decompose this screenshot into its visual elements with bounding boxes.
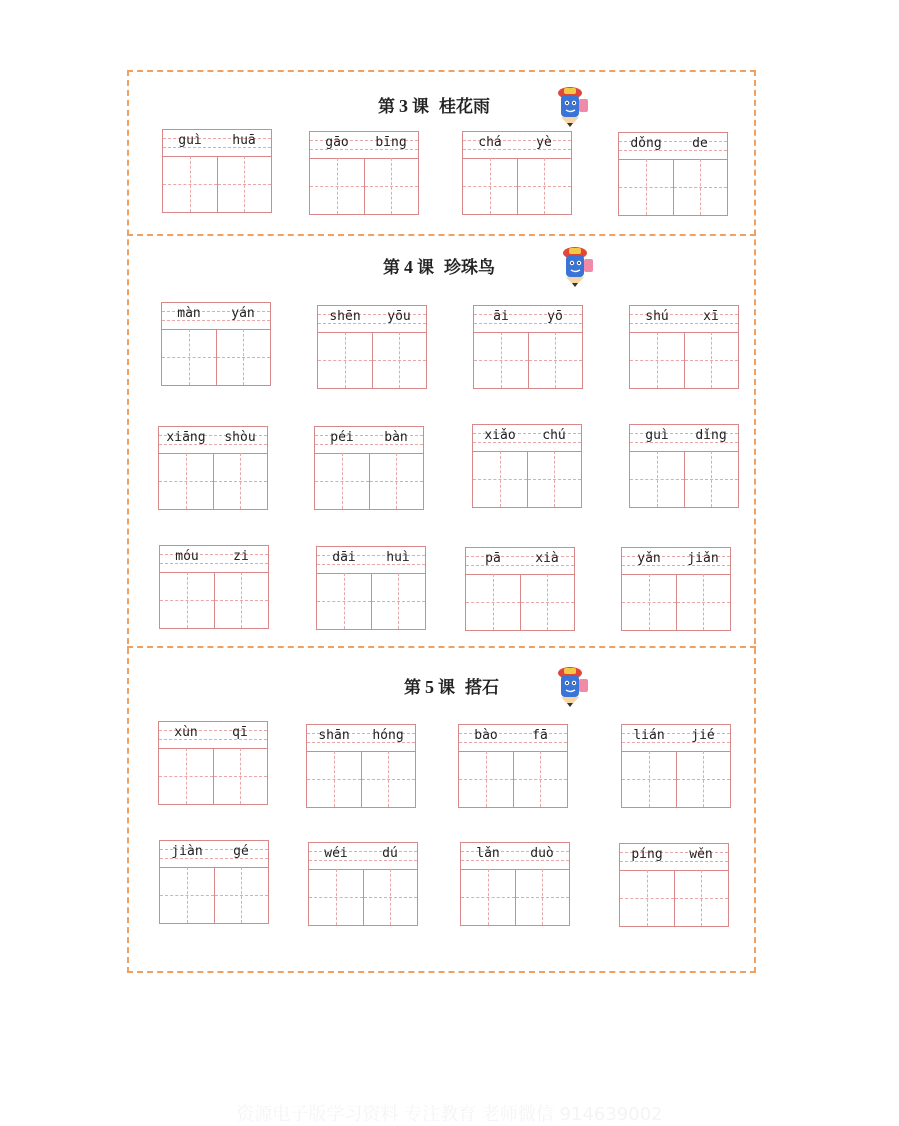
character-writing-area	[619, 159, 727, 215]
writing-cell[interactable]	[459, 751, 514, 807]
writing-cell[interactable]	[675, 870, 729, 926]
pinyin-syllable: xiāng	[166, 430, 206, 445]
pinyin-syllable: de	[692, 136, 708, 151]
character-writing-area	[159, 748, 267, 804]
writing-cell[interactable]	[685, 332, 739, 388]
pinyin-syllable: dǒng	[630, 136, 662, 151]
lesson-name: 桂花雨	[439, 97, 490, 117]
writing-cell[interactable]	[620, 870, 675, 926]
pinyin-syllable: dāi	[332, 550, 356, 565]
writing-grid-card	[159, 545, 269, 629]
pinyin-syllable: jiǎn	[687, 551, 719, 566]
writing-grid-card	[158, 426, 268, 510]
pinyin-syllable: qī	[232, 725, 248, 740]
pinyin-row	[159, 427, 267, 454]
writing-grid-card	[618, 132, 728, 216]
writing-cell[interactable]	[630, 332, 685, 388]
character-writing-area	[307, 751, 415, 807]
lesson-name: 珍珠鸟	[444, 258, 495, 278]
pinyin-syllable: jié	[691, 728, 715, 743]
writing-cell[interactable]	[521, 574, 575, 630]
writing-cell[interactable]	[160, 572, 215, 628]
pinyin-syllable: móu	[175, 549, 199, 564]
pinyin-syllable: xùn	[174, 725, 198, 740]
writing-cell[interactable]	[473, 451, 528, 507]
pinyin-syllable: shēn	[329, 309, 361, 324]
pinyin-syllable: yōu	[387, 309, 411, 324]
pencil-mascot-icon	[550, 664, 590, 708]
character-writing-area	[622, 751, 730, 807]
writing-grid-card	[308, 842, 418, 926]
writing-grid-card	[159, 840, 269, 924]
writing-cell[interactable]	[362, 751, 416, 807]
writing-grid-card	[309, 131, 419, 215]
pinyin-row	[163, 130, 271, 157]
lesson-prefix: 第	[378, 97, 395, 117]
writing-cell[interactable]	[214, 748, 268, 804]
lesson-number: 3	[399, 96, 408, 116]
writing-cell[interactable]	[529, 332, 583, 388]
writing-cell[interactable]	[159, 748, 214, 804]
pinyin-row	[630, 306, 738, 333]
pinyin-syllable: chú	[542, 428, 566, 443]
lesson-name: 搭石	[465, 678, 499, 698]
character-writing-area	[160, 572, 268, 628]
pinyin-row	[473, 425, 581, 452]
pinyin-row	[474, 306, 582, 333]
pinyin-row	[622, 548, 730, 575]
writing-cell[interactable]	[622, 574, 677, 630]
pinyin-syllable: wěn	[689, 847, 713, 862]
writing-grid-card	[306, 724, 416, 808]
pinyin-row	[317, 547, 425, 574]
writing-cell[interactable]	[674, 159, 728, 215]
writing-cell[interactable]	[364, 869, 418, 925]
section-divider	[127, 646, 756, 648]
writing-grid-card	[161, 302, 271, 386]
pinyin-syllable: duò	[530, 846, 554, 861]
pinyin-syllable: guì	[645, 428, 669, 443]
pinyin-syllable: hóng	[372, 728, 404, 743]
pinyin-syllable: pā	[485, 551, 501, 566]
writing-grid-card	[619, 843, 729, 927]
writing-grid-card	[462, 131, 572, 215]
character-writing-area	[630, 451, 738, 507]
writing-cell[interactable]	[163, 156, 218, 212]
writing-cell[interactable]	[315, 453, 370, 509]
pinyin-syllable: xī	[703, 309, 719, 324]
character-writing-area	[310, 158, 418, 214]
pinyin-syllable: bīng	[375, 135, 407, 150]
character-writing-area	[473, 451, 581, 507]
character-writing-area	[459, 751, 567, 807]
writing-cell[interactable]	[310, 158, 365, 214]
pinyin-syllable: bào	[474, 728, 498, 743]
writing-cell[interactable]	[159, 453, 214, 509]
pinyin-row	[310, 132, 418, 159]
pinyin-syllable: yō	[547, 309, 563, 324]
writing-grid-card	[314, 426, 424, 510]
writing-cell[interactable]	[630, 451, 685, 507]
lesson-suffix: 课	[412, 97, 429, 117]
pinyin-row	[622, 725, 730, 752]
pinyin-syllable: zi	[233, 549, 249, 564]
pinyin-syllable: màn	[177, 306, 201, 321]
pinyin-syllable: bàn	[384, 430, 408, 445]
pinyin-row	[307, 725, 415, 752]
pinyin-syllable: yè	[536, 135, 552, 150]
character-writing-area	[159, 453, 267, 509]
section-divider	[127, 234, 756, 236]
lesson-number: 4	[404, 257, 413, 277]
pinyin-row	[160, 546, 268, 573]
pinyin-syllable: gāo	[325, 135, 349, 150]
writing-cell[interactable]	[685, 451, 739, 507]
pinyin-syllable: yán	[231, 306, 255, 321]
lesson-prefix: 第	[404, 678, 421, 698]
writing-grid-card	[458, 724, 568, 808]
pinyin-syllable: āi	[493, 309, 509, 324]
character-writing-area	[160, 867, 268, 923]
pinyin-syllable: shòu	[224, 430, 256, 445]
writing-cell[interactable]	[372, 573, 426, 629]
lesson-prefix: 第	[383, 258, 400, 278]
lesson-title	[378, 92, 490, 117]
character-writing-area	[474, 332, 582, 388]
lesson-number: 5	[425, 677, 434, 697]
character-writing-area	[630, 332, 738, 388]
writing-cell[interactable]	[466, 574, 521, 630]
writing-cell[interactable]	[514, 751, 568, 807]
pinyin-syllable: dǐng	[695, 428, 727, 443]
writing-cell[interactable]	[370, 453, 424, 509]
pinyin-syllable: shān	[318, 728, 350, 743]
writing-grid-card	[621, 547, 731, 631]
pinyin-row	[620, 844, 728, 871]
lesson-suffix: 课	[417, 258, 434, 278]
writing-cell[interactable]	[218, 156, 272, 212]
writing-grid-card	[465, 547, 575, 631]
pinyin-syllable: huì	[386, 550, 410, 565]
writing-cell[interactable]	[318, 332, 373, 388]
pinyin-row	[309, 843, 417, 870]
pinyin-syllable: shú	[645, 309, 669, 324]
watermark: 资源电子版学习资料 专注教育 老师微信 914639002	[236, 1104, 663, 1125]
lesson-suffix: 课	[438, 678, 455, 698]
pinyin-syllable: yǎn	[637, 551, 661, 566]
pinyin-syllable: gé	[233, 844, 249, 859]
writing-cell[interactable]	[217, 329, 271, 385]
writing-cell[interactable]	[214, 453, 268, 509]
pinyin-syllable: wéi	[324, 846, 348, 861]
pinyin-syllable: péi	[330, 430, 354, 445]
writing-cell[interactable]	[677, 574, 731, 630]
pinyin-syllable: jiàn	[171, 844, 203, 859]
writing-cell[interactable]	[619, 159, 674, 215]
pinyin-syllable: lǎn	[476, 846, 500, 861]
writing-cell[interactable]	[373, 332, 427, 388]
writing-cell[interactable]	[516, 869, 570, 925]
pinyin-syllable: chá	[478, 135, 502, 150]
pinyin-syllable: guì	[178, 133, 202, 148]
character-writing-area	[318, 332, 426, 388]
lesson-title	[404, 673, 499, 698]
pinyin-row	[315, 427, 423, 454]
writing-cell[interactable]	[677, 751, 731, 807]
writing-cell[interactable]	[307, 751, 362, 807]
pinyin-row	[463, 132, 571, 159]
pinyin-row	[160, 841, 268, 868]
pinyin-row	[459, 725, 567, 752]
writing-cell[interactable]	[474, 332, 529, 388]
character-writing-area	[466, 574, 574, 630]
character-writing-area	[317, 573, 425, 629]
pinyin-row	[159, 722, 267, 749]
writing-grid-card	[317, 305, 427, 389]
writing-grid-card	[460, 842, 570, 926]
writing-grid-card	[472, 424, 582, 508]
pinyin-syllable: huā	[232, 133, 256, 148]
character-writing-area	[162, 329, 270, 385]
character-writing-area	[463, 158, 571, 214]
pencil-mascot-icon	[555, 244, 595, 288]
writing-grid-card	[621, 724, 731, 808]
writing-cell[interactable]	[215, 867, 269, 923]
writing-cell[interactable]	[518, 158, 572, 214]
writing-grid-card	[162, 129, 272, 213]
pinyin-syllable: xiǎo	[484, 428, 516, 443]
pinyin-syllable: dú	[382, 846, 398, 861]
pencil-mascot-icon	[550, 84, 590, 128]
writing-grid-card	[629, 424, 739, 508]
writing-cell[interactable]	[463, 158, 518, 214]
character-writing-area	[622, 574, 730, 630]
pinyin-syllable: xià	[535, 551, 559, 566]
pinyin-syllable: píng	[631, 847, 663, 862]
pinyin-row	[318, 306, 426, 333]
pinyin-syllable: lián	[633, 728, 665, 743]
pinyin-syllable: fā	[532, 728, 548, 743]
writing-grid-card	[473, 305, 583, 389]
writing-cell[interactable]	[309, 869, 364, 925]
writing-cell[interactable]	[461, 869, 516, 925]
writing-grid-card	[158, 721, 268, 805]
character-writing-area	[163, 156, 271, 212]
character-writing-area	[315, 453, 423, 509]
pinyin-row	[162, 303, 270, 330]
writing-cell[interactable]	[215, 572, 269, 628]
character-writing-area	[309, 869, 417, 925]
pinyin-row	[630, 425, 738, 452]
writing-cell[interactable]	[160, 867, 215, 923]
writing-cell[interactable]	[622, 751, 677, 807]
character-writing-area	[461, 869, 569, 925]
writing-grid-card	[316, 546, 426, 630]
writing-cell[interactable]	[317, 573, 372, 629]
pinyin-row	[466, 548, 574, 575]
writing-cell[interactable]	[365, 158, 419, 214]
pinyin-row	[461, 843, 569, 870]
writing-cell[interactable]	[528, 451, 582, 507]
writing-cell[interactable]	[162, 329, 217, 385]
pinyin-row	[619, 133, 727, 160]
writing-grid-card	[629, 305, 739, 389]
character-writing-area	[620, 870, 728, 926]
lesson-title	[383, 253, 495, 278]
